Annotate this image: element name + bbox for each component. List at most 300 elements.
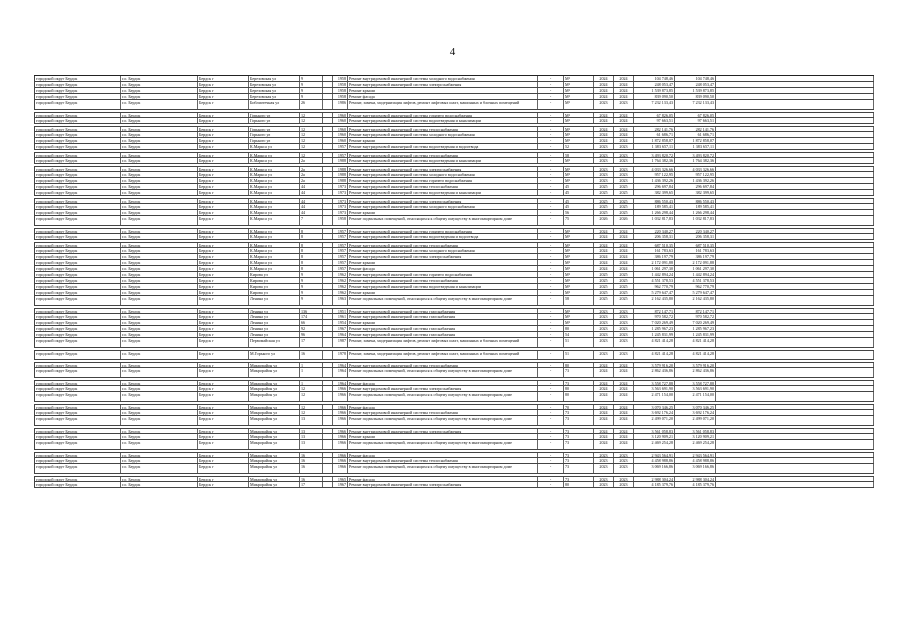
cost-cell: 7 020 269,49 — [634, 320, 675, 325]
municipal-district-cell: городской округ Бердск — [35, 178, 121, 183]
start-year-cell: 2025 — [594, 272, 614, 277]
house-number-cell: 8 — [300, 243, 323, 247]
street-cell: Микрорайон ул — [249, 464, 300, 473]
trailing-cell — [716, 284, 874, 289]
cost-cell: 67 826,05 — [634, 113, 675, 117]
city-cell: Бердск г — [198, 138, 249, 143]
cost-cell: 3 692 176,24 — [634, 410, 675, 415]
table-row — [34, 368, 874, 378]
blank-cell: - — [538, 434, 564, 439]
total-cost-cell: 296 697,84 — [675, 184, 716, 189]
build-year-cell: 1964 — [333, 368, 348, 377]
cost-cell: 3 069 166,86 — [634, 464, 675, 473]
trailing-cell — [716, 309, 874, 313]
settlement-cell: г.о. Бердск — [121, 100, 198, 109]
cost-cell: 282 141,76 — [634, 127, 675, 131]
city-cell: Бердск г — [198, 482, 249, 487]
municipal-district-cell: городской округ Бердск — [35, 243, 121, 247]
start-year-cell: 2024 — [594, 440, 614, 449]
house-number-cell: 16 — [300, 464, 323, 473]
trailing-cell — [716, 405, 874, 409]
total-cost-cell: 206 358,31 — [675, 234, 716, 239]
build-year-cell: 1964 — [333, 381, 348, 385]
repair-work-cell: Ремонт внутридомовой инженерной системы теплоснабжения — [348, 363, 538, 367]
total-cost-cell: 1 764 382,36 — [675, 158, 716, 163]
street-cell: К.Маркса ул — [249, 199, 300, 203]
table-row — [34, 158, 874, 164]
settlement-cell: г.о. Бердск — [121, 184, 198, 189]
build-year-cell: 1966 — [333, 392, 348, 401]
volume-cell: М² — [564, 82, 594, 87]
volume-cell: М² — [564, 284, 594, 289]
city-cell: Бердск г — [198, 458, 249, 463]
blank-cell: - — [538, 234, 564, 239]
volume-cell: 51 — [564, 351, 594, 359]
settlement-cell: г.о. Бердск — [121, 482, 198, 487]
end-year-cell: 2024 — [614, 368, 634, 377]
total-cost-cell: 687 510,35 — [675, 243, 716, 247]
start-year-cell: 2024 — [594, 132, 614, 137]
municipal-district-cell: городской округ Бердск — [35, 113, 121, 117]
trailing-cell — [716, 138, 874, 143]
street-cell: Ленина ул — [249, 314, 300, 319]
settlement-cell: г.о. Бердск — [121, 266, 198, 271]
blank-cell: - — [538, 260, 564, 265]
volume-cell: М² — [564, 266, 594, 271]
municipal-district-cell: городской округ Бердск — [35, 278, 121, 283]
total-cost-cell: 1 442 894,24 — [675, 272, 716, 277]
trailing-cell — [716, 172, 874, 177]
house-number-cell: 44 — [300, 199, 323, 203]
build-year-cell: 1951 — [333, 309, 348, 313]
volume-cell: 73 — [564, 429, 594, 433]
start-year-cell: 2025 — [594, 184, 614, 189]
end-year-cell: 2024 — [614, 434, 634, 439]
blank-cell: - — [538, 326, 564, 331]
settlement-cell: г.о. Бердск — [121, 172, 198, 177]
trailing-cell — [716, 82, 874, 87]
municipal-district-cell: городской округ Бердск — [35, 82, 121, 87]
street-cell: Микрорайон ул — [249, 368, 300, 377]
start-year-cell: 2024 — [594, 82, 614, 87]
total-cost-cell: 1 539 873,85 — [675, 88, 716, 93]
building-cell — [323, 260, 333, 265]
repair-work-cell: Ремонт внутридомовой инженерной системы электроснабжения — [348, 429, 538, 433]
start-year-cell: 2024 — [594, 234, 614, 239]
trailing-cell — [716, 464, 874, 473]
house-number-cell: 12 — [300, 127, 323, 131]
cost-cell: 386 197,79 — [634, 254, 675, 259]
volume-cell: 80 — [564, 386, 594, 391]
repair-work-cell: Ремонт внутридомовой инженерной системы электроснабжения — [348, 386, 538, 391]
trailing-cell — [716, 290, 874, 295]
start-year-cell: 2026 — [594, 216, 614, 225]
repair-work-cell: Ремонт подвальных помещений, относящихся к общему имуществу в многоквартирном доме — [348, 296, 538, 305]
settlement-cell: г.о. Бердск — [121, 153, 198, 157]
house-number-cell: 44 — [300, 190, 323, 195]
municipal-district-cell: городской округ Бердск — [35, 326, 121, 331]
settlement-cell: г.о. Бердск — [121, 429, 198, 433]
build-year-cell: 1957 — [333, 153, 348, 157]
municipal-district-cell: городской округ Бердск — [35, 172, 121, 177]
volume-cell: 45 — [564, 184, 594, 189]
build-year-cell: 1962 — [333, 290, 348, 295]
table-row — [34, 144, 874, 150]
repair-work-cell: Ремонт внутридомовой инженерной системы водоотведения и канализации — [348, 158, 538, 163]
municipal-district-cell: городской округ Бердск — [35, 416, 121, 425]
repair-work-cell: Ремонт внутридомовой инженерной системы электроснабжения — [348, 82, 538, 87]
street-cell: К.Маркса ул — [249, 234, 300, 239]
volume-cell: М² — [564, 243, 594, 247]
trailing-cell — [716, 118, 874, 123]
city-cell: Бердск г — [198, 392, 249, 401]
repair-work-cell: Ремонт фасада — [348, 453, 538, 457]
municipal-district-cell: городской округ Бердск — [35, 248, 121, 253]
settlement-cell: г.о. Бердск — [121, 144, 198, 149]
trailing-cell — [716, 386, 874, 391]
city-cell: Бердск г — [198, 332, 249, 337]
city-cell: Бердск г — [198, 453, 249, 457]
municipal-district-cell: городской округ Бердск — [35, 234, 121, 239]
building-cell — [323, 392, 333, 401]
cost-cell: 3 558 727,88 — [634, 381, 675, 385]
volume-cell: 80 — [564, 392, 594, 401]
house-number-cell: 9 — [300, 290, 323, 295]
repair-work-cell: Ремонт фасада — [348, 381, 538, 385]
settlement-cell: г.о. Бердск — [121, 199, 198, 203]
repair-work-cell: Ремонт крыши — [348, 88, 538, 93]
end-year-cell: 2025 — [614, 290, 634, 295]
end-year-cell: 2023 — [614, 320, 634, 325]
blank-cell: - — [538, 482, 564, 487]
city-cell: Бердск г — [198, 272, 249, 277]
total-cost-cell: 4 551 378,53 — [675, 278, 716, 283]
street-cell: К.Маркса ул — [249, 260, 300, 265]
settlement-cell: г.о. Бердск — [121, 94, 198, 99]
build-year-cell: 1960 — [333, 138, 348, 143]
volume-cell: 45 — [564, 199, 594, 203]
blank-cell: - — [538, 82, 564, 87]
street-cell: К.Маркса ул — [249, 254, 300, 259]
start-year-cell: 2024 — [594, 368, 614, 377]
settlement-cell: г.о. Бердск — [121, 248, 198, 253]
repair-work-cell: Ремонт внутридомовой инженерной системы теплоснабжения — [348, 458, 538, 463]
building-cell — [323, 172, 333, 177]
house-number-cell: 12 — [300, 405, 323, 409]
house-number-cell: 12 — [300, 132, 323, 137]
total-cost-cell: 3 493 820,72 — [675, 153, 716, 157]
table-row — [34, 482, 874, 488]
building-cell — [323, 153, 333, 157]
city-cell: Бердск г — [198, 118, 249, 123]
end-year-cell: 2023 — [614, 178, 634, 183]
trailing-cell — [716, 254, 874, 259]
building-cell — [323, 82, 333, 87]
building-cell — [323, 326, 333, 331]
start-year-cell: 2025 — [594, 290, 614, 295]
city-cell: Бердск г — [198, 254, 249, 259]
start-year-cell: 2023 — [594, 326, 614, 331]
blank-cell: - — [538, 440, 564, 449]
total-cost-cell: 872 147,71 — [675, 309, 716, 313]
settlement-cell: г.о. Бердск — [121, 410, 198, 415]
end-year-cell: 2023 — [614, 158, 634, 163]
street-cell: Горького ул — [249, 118, 300, 123]
start-year-cell: 2023 — [594, 477, 614, 481]
volume-cell: 45 — [564, 190, 594, 195]
street-cell: Микрорайон ул — [249, 482, 300, 487]
blank-cell: - — [538, 113, 564, 117]
trailing-cell — [716, 266, 874, 271]
settlement-cell: г.о. Бердск — [121, 332, 198, 337]
start-year-cell: 2024 — [594, 138, 614, 143]
blank-cell: - — [538, 381, 564, 385]
volume-cell: 73 — [564, 464, 594, 473]
total-cost-cell: 2 469 254,28 — [675, 440, 716, 449]
settlement-cell: г.о. Бердск — [121, 326, 198, 331]
trailing-cell — [716, 368, 874, 377]
house-number-cell: 17 — [300, 482, 323, 487]
street-cell: К.Маркса ул — [249, 243, 300, 247]
building-cell — [323, 243, 333, 247]
start-year-cell: 2024 — [594, 243, 614, 247]
repair-work-cell: Ремонт фасада — [348, 405, 538, 409]
blank-cell: - — [538, 266, 564, 271]
house-number-cell: 8 — [300, 234, 323, 239]
end-year-cell: 2024 — [614, 440, 634, 449]
end-year-cell: 2024 — [614, 82, 634, 87]
building-cell — [323, 440, 333, 449]
total-cost-cell: 970 582,72 — [675, 314, 716, 319]
trailing-cell — [716, 477, 874, 481]
repair-work-cell: Ремонт крыши — [348, 320, 538, 325]
total-cost-cell: 4 821 414,28 — [675, 351, 716, 359]
blank-cell: - — [538, 254, 564, 259]
settlement-cell: г.о. Бердск — [121, 132, 198, 137]
city-cell: Бердск г — [198, 184, 249, 189]
end-year-cell: 2024 — [614, 386, 634, 391]
street-cell: Ленина ул — [249, 326, 300, 331]
table-row — [34, 338, 874, 348]
city-cell: Бердск г — [198, 351, 249, 359]
start-year-cell: 2024 — [594, 113, 614, 117]
building-cell — [323, 434, 333, 439]
volume-cell: М² — [564, 178, 594, 183]
start-year-cell: 2023 — [594, 314, 614, 319]
repair-work-cell: Ремонт, замена, модернизация лифтов, ремонт лифтовых шахт, машинных и блочных помещений — [348, 351, 538, 359]
trailing-cell — [716, 158, 874, 163]
start-year-cell: 2024 — [594, 405, 614, 409]
build-year-cell: 1967 — [333, 326, 348, 331]
settlement-cell: г.о. Бердск — [121, 138, 198, 143]
cost-cell: 1 383 657,11 — [634, 144, 675, 149]
municipal-district-cell: городской округ Бердск — [35, 405, 121, 409]
start-year-cell: 2023 — [594, 153, 614, 157]
end-year-cell: 2024 — [614, 118, 634, 123]
table-row — [34, 216, 874, 226]
municipal-district-cell: городской округ Бердск — [35, 229, 121, 233]
build-year-cell: 1973 — [333, 199, 348, 203]
house-number-cell: 13 — [300, 416, 323, 425]
street-cell: К.Маркса ул — [249, 178, 300, 183]
end-year-cell: 2024 — [614, 132, 634, 137]
total-cost-cell: 4 033 326,66 — [675, 167, 716, 171]
build-year-cell: 1957 — [333, 266, 348, 271]
municipal-district-cell: городской округ Бердск — [35, 296, 121, 305]
blank-cell: - — [538, 118, 564, 123]
total-cost-cell: 7 232 133,43 — [675, 100, 716, 109]
house-number-cell: 16 — [300, 351, 323, 359]
municipal-district-cell: городской округ Бердск — [35, 351, 121, 359]
repair-work-cell: Ремонт внутридомовой инженерной системы водоотведения и канализации — [348, 118, 538, 123]
build-year-cell: 1978 — [333, 351, 348, 359]
building-cell — [323, 118, 333, 123]
start-year-cell: 2023 — [594, 338, 614, 347]
blank-cell: - — [538, 314, 564, 319]
city-cell: Бердск г — [198, 167, 249, 171]
repair-work-cell: Ремонт крыши — [348, 290, 538, 295]
end-year-cell: 2024 — [614, 416, 634, 425]
city-cell: Бердск г — [198, 229, 249, 233]
blank-cell: - — [538, 405, 564, 409]
settlement-cell: г.о. Бердск — [121, 290, 198, 295]
building-cell — [323, 234, 333, 239]
street-cell: К.Маркса ул — [249, 216, 300, 225]
build-year-cell: 1958 — [333, 94, 348, 99]
table-row — [34, 100, 874, 110]
city-cell: Бердск г — [198, 153, 249, 157]
city-cell: Бердск г — [198, 199, 249, 203]
city-cell: Бердск г — [198, 296, 249, 305]
build-year-cell: 1966 — [333, 453, 348, 457]
volume-cell: М² — [564, 113, 594, 117]
start-year-cell: 2025 — [594, 284, 614, 289]
volume-cell: М² — [564, 76, 594, 81]
municipal-district-cell: городской округ Бердск — [35, 314, 121, 319]
building-cell — [323, 178, 333, 183]
city-cell: Бердск г — [198, 76, 249, 81]
start-year-cell: 2023 — [594, 178, 614, 183]
total-cost-cell: 3 070 346,25 — [675, 405, 716, 409]
cost-cell: 1 285 967,23 — [634, 326, 675, 331]
trailing-cell — [716, 351, 874, 359]
table-row — [34, 392, 874, 402]
repair-work-cell: Ремонт крыши — [348, 260, 538, 265]
trailing-cell — [716, 210, 874, 215]
street-cell: Микрорайон ул — [249, 416, 300, 425]
blank-cell: - — [538, 190, 564, 195]
total-cost-cell: 1 032 817,83 — [675, 216, 716, 225]
start-year-cell: 2023 — [594, 144, 614, 149]
total-cost-cell: 957 122,95 — [675, 172, 716, 177]
end-year-cell: 2024 — [614, 234, 634, 239]
repair-work-cell: Ремонт внутридомовой инженерной системы электроснабжения — [348, 254, 538, 259]
cost-cell: 2 943 564,91 — [634, 453, 675, 457]
municipal-district-cell: городской округ Бердск — [35, 118, 121, 123]
total-cost-cell: 282 141,76 — [675, 127, 716, 131]
settlement-cell: г.о. Бердск — [121, 234, 198, 239]
end-year-cell: 2023 — [614, 153, 634, 157]
blank-cell: - — [538, 178, 564, 183]
municipal-district-cell: городской округ Бердск — [35, 158, 121, 163]
start-year-cell: 2024 — [594, 416, 614, 425]
volume-cell: М² — [564, 314, 594, 319]
cost-cell: 2 499 071,20 — [634, 416, 675, 425]
municipal-district-cell: городской округ Бердск — [35, 381, 121, 385]
start-year-cell: 2023 — [594, 320, 614, 325]
building-cell — [323, 290, 333, 295]
house-number-cell: 8 — [300, 248, 323, 253]
trailing-cell — [716, 243, 874, 247]
repair-work-cell: Ремонт внутридомовой инженерной системы холодного водоснабжения — [348, 76, 538, 81]
end-year-cell: 2026 — [614, 216, 634, 225]
street-cell: Микрорайон ул — [249, 477, 300, 481]
end-year-cell: 2025 — [614, 184, 634, 189]
cost-cell: 2 471 154,00 — [634, 392, 675, 401]
blank-cell: - — [538, 138, 564, 143]
city-cell: Бердск г — [198, 314, 249, 319]
settlement-cell: г.о. Бердск — [121, 190, 198, 195]
building-cell — [323, 272, 333, 277]
trailing-cell — [716, 184, 874, 189]
total-cost-cell: 2 862 436,86 — [675, 368, 716, 377]
total-cost-cell: 1 061 297,30 — [675, 266, 716, 271]
trailing-cell — [716, 410, 874, 415]
blank-cell: - — [538, 204, 564, 209]
city-cell: Бердск г — [198, 234, 249, 239]
settlement-cell: г.о. Бердск — [121, 405, 198, 409]
repair-work-cell: Ремонт внутридомовой инженерной системы водоотведения и водоотвода — [348, 234, 538, 239]
city-cell: Бердск г — [198, 464, 249, 473]
municipal-district-cell: городской округ Бердск — [35, 266, 121, 271]
cost-cell: 3 120 909,21 — [634, 434, 675, 439]
table-row — [34, 464, 874, 474]
settlement-cell: г.о. Бердск — [121, 88, 198, 93]
street-cell: Горького ул — [249, 113, 300, 117]
start-year-cell: 2023 — [594, 351, 614, 359]
settlement-cell: г.о. Бердск — [121, 278, 198, 283]
house-number-cell: 8 — [300, 266, 323, 271]
total-cost-cell: 3 069 166,86 — [675, 464, 716, 473]
cost-cell: 382 399,65 — [634, 190, 675, 195]
municipal-district-cell: городской округ Бердск — [35, 332, 121, 337]
cost-cell: 1 245 831,99 — [634, 332, 675, 337]
street-cell: К.Маркса ул — [249, 144, 300, 149]
trailing-cell — [716, 278, 874, 283]
blank-cell: - — [538, 429, 564, 433]
total-cost-cell: 3 579 916,20 — [675, 363, 716, 367]
cost-cell: 4 821 414,28 — [634, 338, 675, 347]
house-number-cell: 12 — [300, 153, 323, 157]
building-cell — [323, 127, 333, 131]
volume-cell: М² — [564, 272, 594, 277]
trailing-cell — [716, 272, 874, 277]
repair-work-cell: Ремонт внутридомовой инженерной системы водоотведения и канализации — [348, 284, 538, 289]
end-year-cell: 2023 — [614, 482, 634, 487]
cost-cell: 161 783,63 — [634, 248, 675, 253]
house-number-cell: 12 — [300, 113, 323, 117]
municipal-district-cell: городской округ Бердск — [35, 309, 121, 313]
volume-cell: 73 — [564, 368, 594, 377]
build-year-cell: 1957 — [333, 229, 348, 233]
house-number-cell: 9 — [300, 284, 323, 289]
trailing-cell — [716, 113, 874, 117]
city-cell: Бердск г — [198, 216, 249, 225]
cost-cell: 2 172 091,88 — [634, 260, 675, 265]
build-year-cell: 1965 — [333, 477, 348, 481]
start-year-cell: 2024 — [594, 434, 614, 439]
settlement-cell: г.о. Бердск — [121, 392, 198, 401]
